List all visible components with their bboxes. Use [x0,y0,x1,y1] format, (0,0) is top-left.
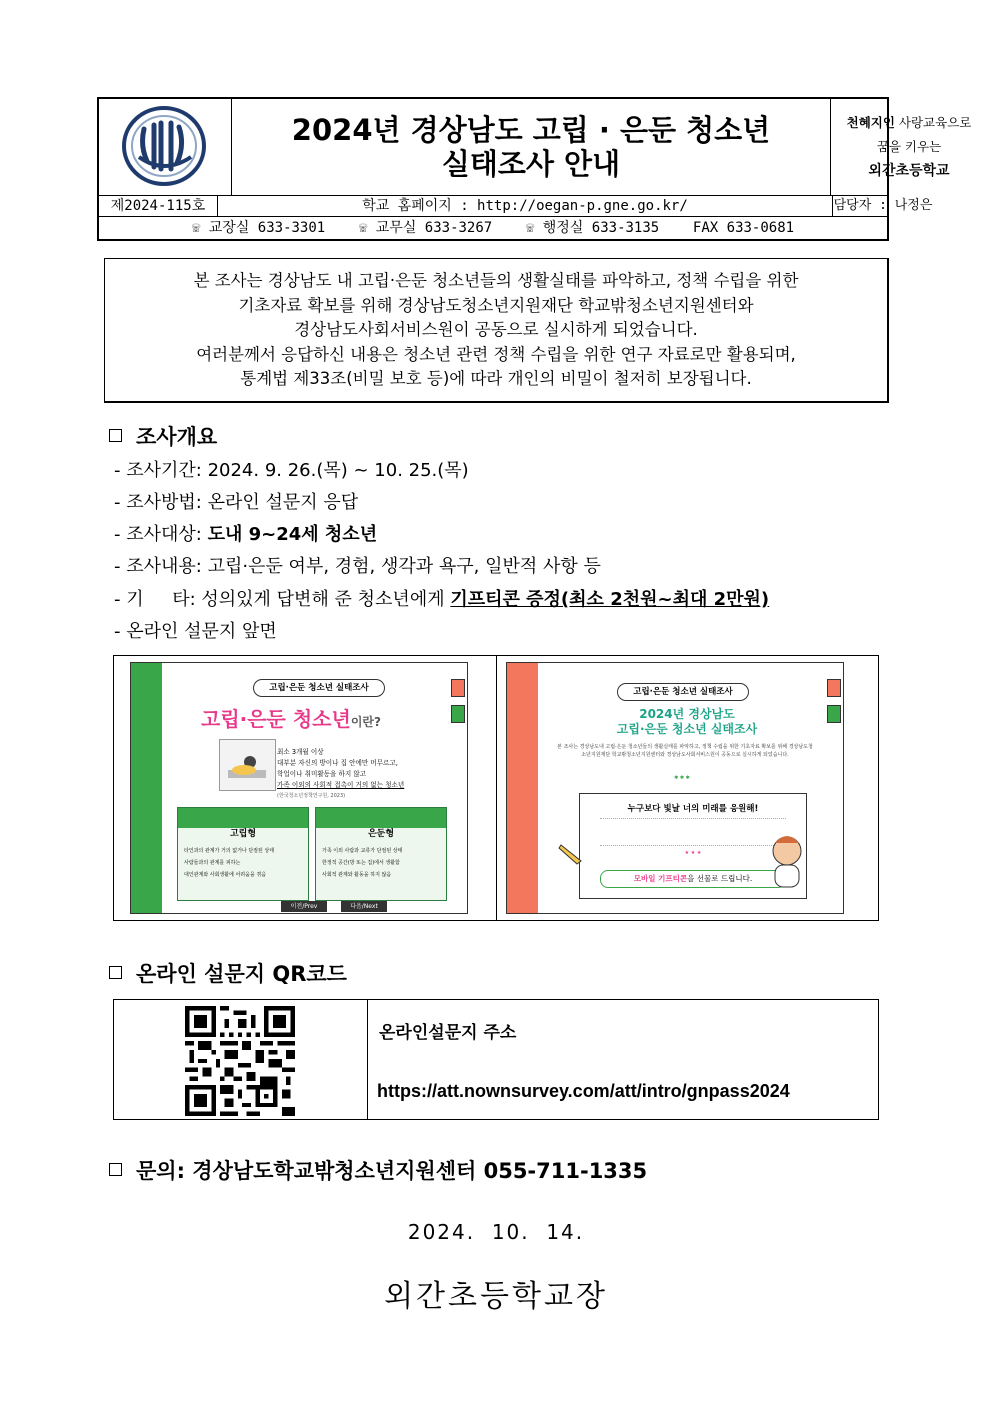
bookmark-tab-icon [827,705,841,723]
overview-method: - 조사방법: 온라인 설문지 응답 [114,492,359,513]
poster-right [506,662,844,914]
survey-cover-images [113,655,879,921]
notice-line-1: 본 조사는 경상남도 내 고립·은둔 청소년들의 생활실태를 파악하고, 정책 수립을 위한 [193,271,799,290]
overview-target: - 조사대상: 도내 9~24세 청소년 [114,524,378,545]
manager: 담당자 : 나정은 [833,198,933,213]
overview-content: - 조사내용: 고립·은둔 여부, 경험, 생각과 욕구, 일반적 사항 등 [114,556,601,577]
notice-line-2: 기초자료 확보를 위해 경상남도청소년지원재단 학교밖청소년지원센터와 [238,295,754,315]
title-line-2: 실태조사 안내 [441,147,621,181]
principal-signature: 외간초등학교장 [384,1279,608,1314]
checkbox-bullet-icon [109,966,122,979]
overview-period: - 조사기간: 2024. 9. 26.(목) ~ 10. 25.(목) [114,460,469,481]
type-card-isolated: 고립형 타인과의 관계가 거의 없거나 단절된 상태 사람들과의 관계를 피하는 대인관계와 사회생활에 어려움을 겪음 [177,807,309,901]
poster-left-badge: 고립·은둔 청소년 실태조사 [253,679,385,697]
overview-etc: - 기 타: 성의있게 답변해 준 청소년에게 기프티콘 증정(최소 2천원~최대 2만원) [114,589,770,610]
info-row [99,195,933,217]
poster-left-headline: 고립·은둔 청소년이란? [201,707,381,731]
overview-cover-label: - 온라인 설문지 앞면 [114,621,277,642]
issue-date: 2024. 10. 14. [407,1220,585,1244]
type2-item: 가족 이외 사람과 교류가 단절된 상태 [322,848,403,854]
contact-heading: 문의: 경상남도학교밖청소년지원센터 055-711-1335 [109,1155,647,1185]
checkbox-bullet-icon [109,1163,122,1176]
type-card-reclusive: 은둔형 가족 이외 사람과 교류가 단절된 상태 한정적 공간(방 또는 집)에서 생활함 사회적 관계와 활동을 하지 않음 [315,807,447,901]
doc-number: 제2024-115호 [110,198,206,214]
poster-right-headline: 2024년 경상남도 고립·은둔 청소년 실태조사 [616,707,758,736]
poster-right-gift-box: 누구보다 빛날 너의 미래를 응원해! ★ ★ ★ 모바일 기프티콘을 선물로 드립니다. [579,793,807,899]
poster-right-spine [507,663,538,913]
type2-item: 한정적 공간(방 또는 집)에서 생활함 [322,860,400,866]
header-table [97,97,972,241]
motto-school-name: 외간초등학교 [868,163,950,179]
character-illustration [765,833,809,893]
bookmark-tab-icon [451,679,465,697]
motto-bold: 천혜지인 [846,115,895,130]
motto-line-1: 사랑교육으로 [894,115,972,130]
homepage-link[interactable]: 학교 홈페이지 : http://oegan-p.gne.go.kr/ [362,198,688,214]
survey-address-label: 온라인설문지 주소 [379,1023,517,1043]
gift-highlight: 기프티콘 증정(최소 2천원~최대 2만원) [450,589,770,610]
notice-line-4: 여러분께서 응답하신 내용은 청소년 관련 정책 수립을 위한 연구 자료로만 활용되며, [196,344,796,364]
poster-right-badge: 고립·은둔 청소년 실태조사 [617,683,749,701]
poster-left-logos [281,893,391,897]
notice-line-3: 경상남도사회서비스원이 공동으로 실시하게 되었습니다. [294,320,698,339]
poster-left-definition: 최소 3개월 이상 대부분 자신의 방이나 집 안에만 머무르고, 학업이나 취미활동을 하지 않고 가족 이외의 사회적 접촉이 거의 없는 청소년 (한국청소년정책연구원, 2023) [277,748,405,799]
poster-right-logos: ✱ ✱ ✱ [674,775,690,781]
phone-row: ☏ 교장실 633-3301 ☏ 교무실 633-3267 ☏ 행정실 633-3135 FAX 633-0681 [191,220,795,236]
overview-heading: 조사개요 [109,421,217,451]
qr-heading: 온라인 설문지 QR코드 [109,958,347,988]
poster-left-spine [131,663,162,913]
type1-item: 사람들과의 관계를 피하는 [184,860,241,866]
title-line-1: 2024년 경상남도 고립 · 은둔 청소년 [291,113,771,147]
survey-url-link[interactable]: https://att.nownsurvey.com/att/intro/gnpass2024 [377,1081,790,1101]
page-title [232,99,831,195]
notice-box [104,258,889,403]
motto-line-2: 꿈을 키우는 [876,139,942,154]
prev-button[interactable]: 이전/Prev [281,901,327,912]
next-button[interactable]: 다음/Next [341,901,387,912]
pencil-icon [557,837,587,867]
notice-line-5: 통계법 제33조(비밀 보호 등)에 따라 개인의 비밀이 철저히 보장됩니다. [240,369,752,388]
type2-item: 사회적 관계와 활동을 하지 않음 [322,872,392,878]
type1-item: 대인관계와 사회생활에 어려움을 겪음 [184,872,267,878]
qr-table [113,999,879,1120]
school-logo [99,99,232,195]
poster-right-intro: 본 조사는 경상남도내 고립·은둔 청소년들의 생활실태를 파악하고, 정책 수립을 위한 기초자료 확보를 위해 경상남도청소년지원재단 학교밖청소년지원센터와 경상남도사회서비스원이 공동으로 실시하게 되었습니다. [557,744,813,758]
bookmark-tab-icon [827,679,841,697]
school-motto [831,99,987,195]
type1-item: 타인과의 관계가 거의 없거나 단절된 상태 [184,848,275,854]
checkbox-bullet-icon [109,429,122,442]
qr-code-icon[interactable] [185,1006,295,1116]
illustration-room [219,739,276,791]
poster-left [130,662,468,914]
